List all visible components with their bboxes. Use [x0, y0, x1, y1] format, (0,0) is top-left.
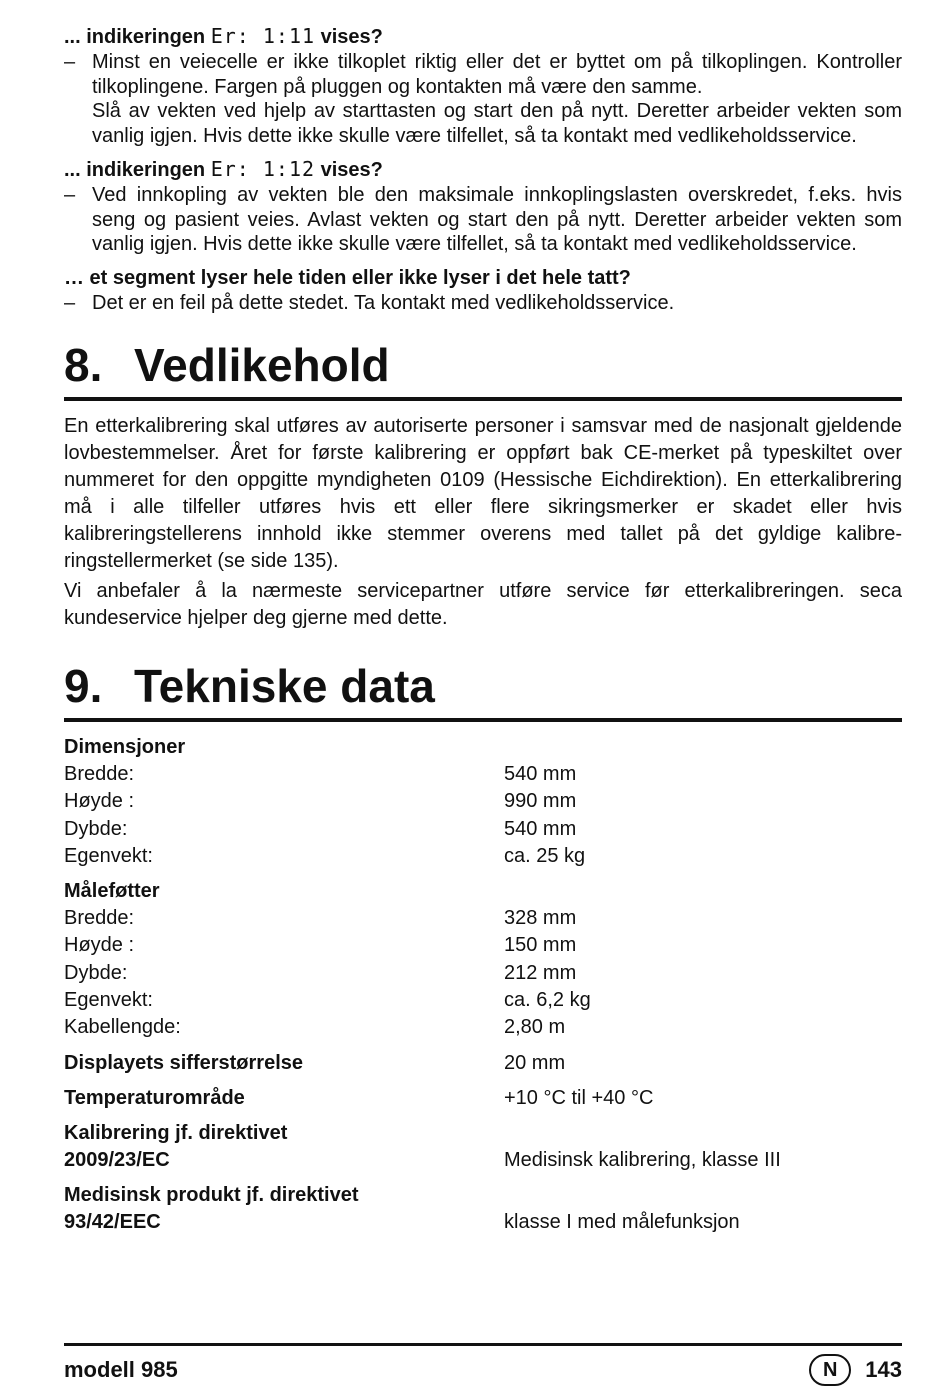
- spec-row: [64, 932, 902, 959]
- section-title-text: Tekniske data: [134, 660, 435, 712]
- language-badge: N: [809, 1354, 851, 1386]
- answer-text: Ved innkopling av vekten ble den maksimale innkoplingslasten overskredet, f.eks. hvis seng og pasient veies. Avlast vekten og start den på nytt. Deretter arbeider vekten som vanlig igjen. Hvis dette ikke skulle være tilfellet, så ta kontakt med vedlikeholdsservice.: [92, 184, 902, 255]
- spec-label: Temperaturområde: [64, 1086, 245, 1109]
- answer-text: Slå av vekten ved hjelp av starttasten og start den på nytt. Deretter arbeider vekten som vanlig igjen. Hvis dette ikke skulle være tilfellet, så ta kontakt med vedlikeholdsservice.: [92, 100, 902, 147]
- heading-suffix: vises?: [320, 159, 383, 181]
- spec-value: 2,80 m: [504, 1016, 566, 1039]
- spec-value: 212 mm: [504, 961, 577, 984]
- spec-label-line: 93/42/EEC: [64, 1211, 161, 1234]
- heading-prefix: ... indikeringen: [64, 159, 206, 181]
- error-code: Er: 1:12: [210, 157, 316, 181]
- section-title-text: Vedlikehold: [134, 339, 390, 391]
- dash-bullet: –: [64, 184, 76, 206]
- spec-label: Kabellengde:: [64, 1016, 181, 1039]
- page-number: 143: [865, 1357, 902, 1382]
- section-number: 9.: [64, 660, 103, 712]
- troubleshooting-answer-2: [64, 183, 902, 257]
- section-heading-technical-data: [64, 658, 902, 722]
- spec-label: Høyde :: [64, 790, 135, 813]
- heading-prefix: ... indikeringen: [64, 26, 206, 48]
- spec-value: 540 mm: [504, 817, 577, 840]
- spec-label: Displayets sifferstørrelse: [64, 1051, 304, 1074]
- section-number: 8.: [64, 339, 103, 391]
- page-footer: [64, 1343, 902, 1386]
- spec-label-line: 2009/23/EC: [64, 1149, 170, 1172]
- spec-row: [64, 788, 902, 815]
- spec-label: Høyde :: [64, 934, 135, 957]
- answer-text: Minst en veiecelle er ikke tilkoplet riktig eller det er byttet om på tilkoplingen. Kontroller tilkoplingene. Fargen på pluggen og kontakten må være den samme.: [92, 51, 902, 98]
- dash-bullet: –: [64, 51, 76, 73]
- spec-row: [64, 987, 902, 1014]
- troubleshooting-heading-3: … et segment lyser hele tiden eller ikke lyser i det hele tatt?: [64, 266, 631, 289]
- answer-text: Det er en feil på dette stedet. Ta kontakt med vedlikeholdsservice.: [92, 291, 675, 314]
- maintenance-paragraph-1: En etterkalibrering skal utføres av autoriserte personer i samsvar med de nasjonalt gjeldende lovbestemmelser. Året for første kalibrering er oppført bak CE-merket på typeskiltet over nummeret for den oppgitte myndigheten 0109 (Hessische Eichdirektion). En etterkalibrering må i alle tilfeller utføres hvis ett eller flere sikringsmerker er skadet eller hvis kalibreringstellerens innhold ikke stemmer overens med tallet på det gyldige kalibreringstellermerket (se side 135).: [64, 415, 902, 572]
- spec-label: Egenvekt:: [64, 989, 153, 1012]
- troubleshooting-heading-2: [64, 157, 902, 183]
- troubleshooting-answer-3: [64, 291, 902, 316]
- troubleshooting-heading-1: [64, 24, 902, 50]
- spec-label: [64, 1182, 504, 1236]
- troubleshooting-answer-1: [64, 50, 902, 148]
- spec-value: 150 mm: [504, 934, 577, 957]
- spec-value: ca. 6,2 kg: [504, 989, 591, 1012]
- spec-value: 20 mm: [504, 1051, 566, 1074]
- spec-value: +10 °C til +40 °C: [504, 1086, 654, 1109]
- model-name: modell 985: [64, 1357, 178, 1382]
- heading-suffix: vises?: [320, 26, 383, 48]
- footer-right: [809, 1354, 902, 1386]
- spec-label: Dybde:: [64, 961, 128, 984]
- spec-label: Bredde:: [64, 907, 135, 930]
- maintenance-paragraph-2: Vi anbefaler å la nærmeste servicepartner utføre service før etterkalibreringen. seca kundeservice hjelper deg gjerne med dette.: [64, 580, 902, 629]
- spec-value: 540 mm: [504, 763, 577, 785]
- spec-row-medical-product: [64, 1182, 902, 1236]
- spec-label: Egenvekt:: [64, 844, 153, 867]
- spec-row: [64, 761, 902, 788]
- spec-value: ca. 25 kg: [504, 844, 586, 867]
- spec-value: 328 mm: [504, 907, 577, 930]
- spec-value: 990 mm: [504, 790, 577, 813]
- spec-row-temperature: [64, 1085, 902, 1112]
- section-heading-maintenance: [64, 337, 902, 401]
- spec-group-title: Dimensjoner: [64, 736, 186, 758]
- spec-row: [64, 843, 902, 870]
- spec-label: Dybde:: [64, 817, 128, 840]
- error-code: Er: 1:11: [210, 24, 316, 48]
- dash-bullet: –: [64, 291, 76, 314]
- spec-row-display-size: [64, 1050, 902, 1077]
- document-page: [64, 24, 902, 1236]
- spec-label-line: Medisinsk produkt jf. direktivet: [64, 1184, 359, 1207]
- spec-group-title: Måleføtter: [64, 880, 160, 903]
- spec-row: [64, 1014, 902, 1041]
- spec-value: Medisinsk kalibrering, klasse III: [504, 1149, 781, 1172]
- spec-label: Bredde:: [64, 763, 135, 785]
- spec-label-line: Kalibrering jf. direktivet: [64, 1122, 288, 1145]
- spec-value: klasse I med målefunksjon: [504, 1211, 740, 1234]
- spec-row-calibration: [64, 1120, 902, 1174]
- spec-row: [64, 905, 902, 932]
- spec-row: [64, 816, 902, 843]
- spec-row: [64, 960, 902, 987]
- spec-label: [64, 1120, 504, 1174]
